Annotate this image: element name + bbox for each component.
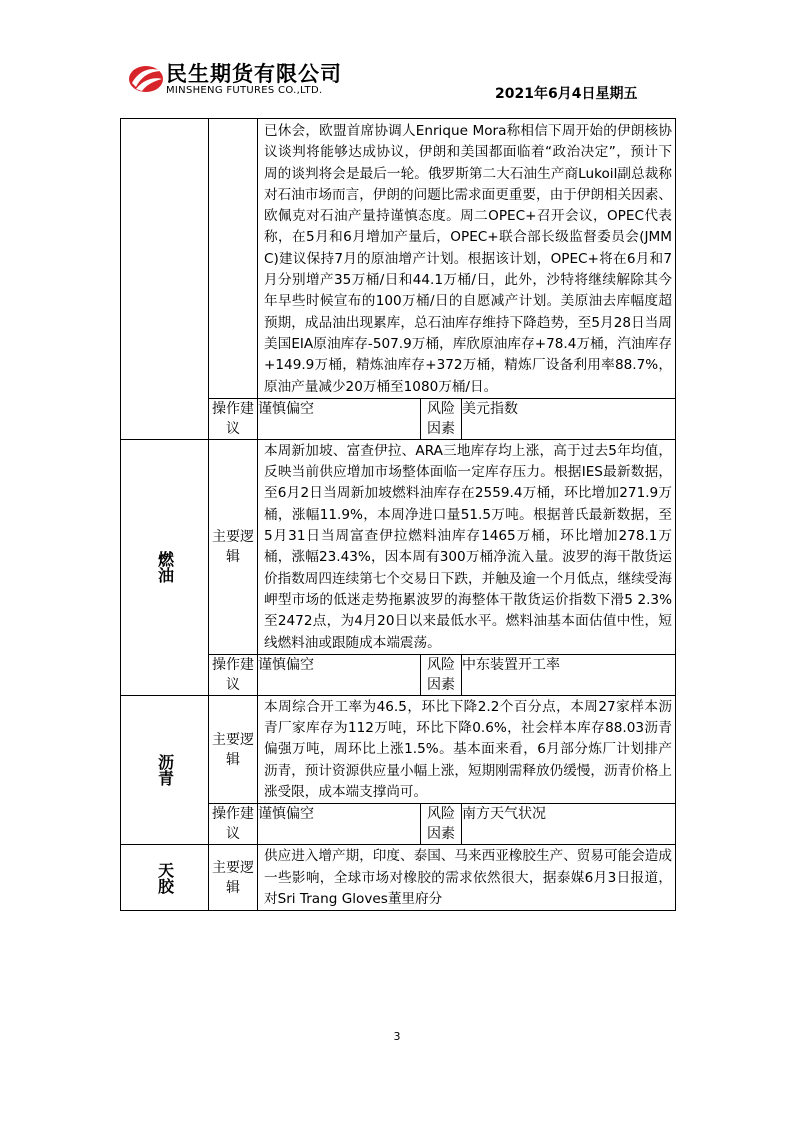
asphalt-logic-text: 本周综合开工率为46.5，环比下降2.2个百分点，本周27家样本沥青厂家库存为112万吨，环比下降0.6%，社会样本库存88.03沥青偏强万吨，周环比上涨1.5%。基本面来看，6月部分炼厂计划排产沥青，预计资源供应量小幅上涨，短期刚需释放仍缓慢，沥青价格上涨受限，成本端支撑尚可。 — [264, 698, 672, 801]
crude-logic-row — [121, 119, 676, 399]
page-number: 3 — [393, 1030, 401, 1043]
fuel-op-value: 谨慎偏空 — [258, 656, 314, 673]
fuel-product: 燃油 — [121, 439, 209, 695]
company-name-cn: 民生期货有限公司 — [166, 62, 342, 86]
asphalt-risk-value: 南方天气状况 — [462, 804, 676, 844]
asphalt-product: 沥青 — [121, 695, 209, 844]
fuel-logic-row — [121, 439, 676, 654]
minsheng-logo-icon — [126, 59, 166, 99]
company-logo — [126, 55, 366, 105]
fuel-logic-label: 主要逻辑 — [209, 439, 258, 654]
fuel-op-label: 操作建议 — [209, 654, 258, 695]
asphalt-op-label: 操作建议 — [209, 804, 258, 845]
crude-risk-value: 美元指数 — [462, 399, 676, 439]
company-name-en: MINSHENG FUTURES CO.,LTD. — [166, 85, 323, 96]
fuel-risk-value: 中东装置开工率 — [462, 655, 676, 695]
crude-logic-label — [209, 119, 258, 399]
fuel-risk-label: 风险因素 — [421, 655, 462, 695]
rubber-logic-label: 主要逻辑 — [209, 845, 258, 911]
crude-logic-text: 已休会，欧盟首席协调人Enrique Mora称相信下周开始的伊朗核协议谈判将能够达成协议，伊朗和美国都面临着“政治决定”，预计下周的谈判将会是最后一轮。俄罗斯第二大石油生产商Lukoil副总裁称对石油市场而言，伊朗的问题比需求面更重要，由于伊朗相关因素、欧佩克对石油产量持谨慎态度。周二OPEC+召开会议，OPEC代表称，在5月和6月增加产量后，OPEC+联合部长级监督委员会(JMMC)建议保持7月的原油增产计划。根据该计划，OPEC+将在6月和7月分别增产35万桶/日和44.1万桶/日，此外，沙特将继续解除其今年早些时候宣布的100万桶/日的自愿减产计划。美原油去库幅度超预期，成品油出现累库，总石油库存维持下降趋势，至5月28日当周美国EIA原油库存-507.9万桶，库欣原油库存+78.4万桶，汽油库存+149.9万桶，精炼油库存+372万桶，精炼厂设备利用率88.7%，原油产量减少20万桶至1080万桶/日。 — [264, 123, 672, 395]
crude-op-label: 操作建议 — [209, 398, 258, 439]
fuel-logic-text: 本周新加坡、富查伊拉、ARA三地库存均上涨，高于过去5年均值，反映当前供应增加市场整体面临一定库存压力。根据IES最新数据，至6月2日当周新加坡燃料油库存在2559.4万桶，环比增加271.9万桶，涨幅11.9%，本周净进口量51.5万吨。根据普氏最新数据，至5月31日当周富查伊拉燃料油库存1465万桶，环比增加278.1万桶，涨幅23.43%，因本周有300万桶净流入量。波罗的海干散货运价指数周四连续第七个交易日下跌，并触及逾一个月低点，继续受海岬型市场的低迷走势拖累波罗的海整体干散货运价指数下滑5 2.3%至2472点，为4月20日以来最低水平。燃料油基本面估值中性，短线燃料油或跟随成本端震荡。 — [264, 442, 672, 651]
rubber-product: 天胶 — [121, 845, 209, 911]
asphalt-op-value: 谨慎偏空 — [258, 806, 314, 823]
asphalt-risk-label: 风险因素 — [421, 804, 462, 844]
rubber-logic-row — [121, 845, 676, 911]
asphalt-logic-label: 主要逻辑 — [209, 695, 258, 803]
rubber-logic-text: 供应进入增产期，印度、泰国、马来西亚橡胶生产、贸易可能会造成一些影响，全球市场对橡胶的需求依然很大，据泰媒6月3日报道，对Sri Trang Gloves董里府分 — [264, 848, 672, 907]
asphalt-logic-row — [121, 695, 676, 803]
crude-op-value: 谨慎偏空 — [258, 400, 314, 417]
report-date: 2021年6月4日星期五 — [495, 86, 638, 102]
crude-product-cell — [121, 119, 209, 440]
crude-risk-label: 风险因素 — [421, 399, 462, 439]
commodity-table — [120, 118, 676, 911]
